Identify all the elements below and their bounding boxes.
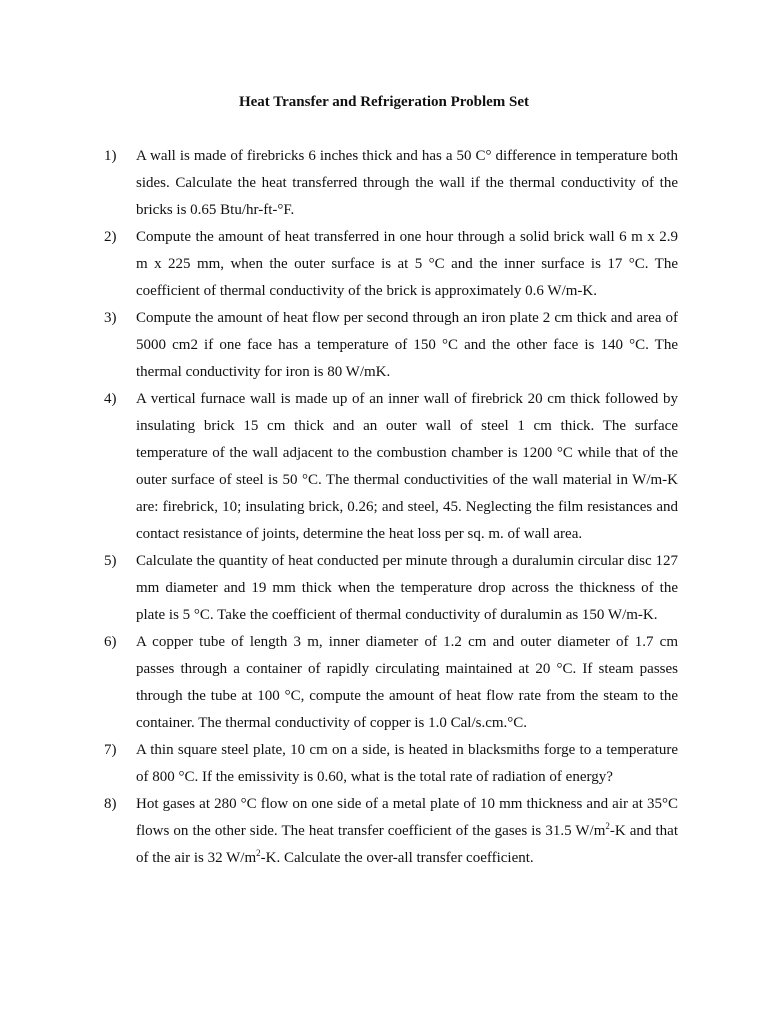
problem-text-part: Hot gases at 280 °C flow on one side of a metal plate of 10 mm thickness and air at 35°C flows on the other side. The heat transfer coefficient of the gases is 31.5 W/m [136,796,678,839]
problem-text-part: -K and that of the air is 32 W/m [136,823,678,866]
problem-number: 5) [104,553,117,569]
problem-list [104,143,678,872]
superscript: 2 [605,821,610,831]
problem-text: A thin square steel plate, 10 cm on a side, is heated in blacksmiths forge to a temperature of 800 °C. If the emissivity is 0.60, what is the total rate of radiation of energy? [136,742,678,785]
document-title: Heat Transfer and Refrigeration Problem Set [238,94,530,110]
problem-number: 8) [104,796,117,812]
problem-text [136,796,678,866]
problem-number: 2) [104,229,117,245]
problem-number: 7) [104,742,117,758]
problem-item [104,386,678,548]
problem-item [104,791,678,872]
problem-text: A vertical furnace wall is made up of an inner wall of firebrick 20 cm thick followed by insulating brick 15 cm thick and an outer wall of steel 1 cm thick. The surface temperature of the wall adjacent to the combustion chamber is 1200 °C while that of the outer surface of steel is 50 °C. The thermal conductivities of the wall material in W/m-K are: firebrick, 10; insulating brick, 0.26; and steel, 45. Neglecting the film resistances and contact resistance of joints, determine the heat loss per sq. m. of wall area. [136,391,678,542]
problem-item [104,548,678,629]
superscript: 2 [256,848,261,858]
problem-number: 6) [104,634,117,650]
problem-text: Calculate the quantity of heat conducted per minute through a duralumin circular disc 127 mm diameter and 19 mm thick when the temperature drop across the thickness of the plate is 5 °C. Take the coefficient of thermal conductivity of duralumin as 150 W/m-K. [136,553,678,623]
problem-item [104,224,678,305]
problem-item [104,737,678,791]
problem-text-part: -K. Calculate the over-all transfer coefficient. [260,850,534,866]
problem-number: 1) [104,148,117,164]
problem-text: A copper tube of length 3 m, inner diameter of 1.2 cm and outer diameter of 1.7 cm passes through a container of rapidly circulating maintained at 20 °C. If steam passes through the tube at 100 °C, compute the amount of heat flow rate from the steam to the container. The thermal conductivity of copper is 1.0 Cal/s.cm.°C. [136,634,678,731]
problem-item [104,305,678,386]
problem-text: A wall is made of firebricks 6 inches thick and has a 50 C° difference in temperature both sides. Calculate the heat transferred through the wall if the thermal conductivity of the bricks is 0.65 Btu/hr-ft-°F. [136,148,678,218]
problem-text: Compute the amount of heat flow per second through an iron plate 2 cm thick and area of 5000 cm2 if one face has a temperature of 150 °C and the other face is 140 °C. The thermal conductivity for iron is 80 W/mK. [136,310,678,380]
problem-number: 3) [104,310,117,326]
problem-item [104,629,678,737]
problem-item [104,143,678,224]
problem-number: 4) [104,391,117,407]
problem-text: Compute the amount of heat transferred in one hour through a solid brick wall 6 m x 2.9 m x 225 mm, when the outer surface is at 5 °C and the inner surface is 17 °C. The coefficient of thermal conductivity of the brick is approximately 0.6 W/m-K. [136,229,678,299]
